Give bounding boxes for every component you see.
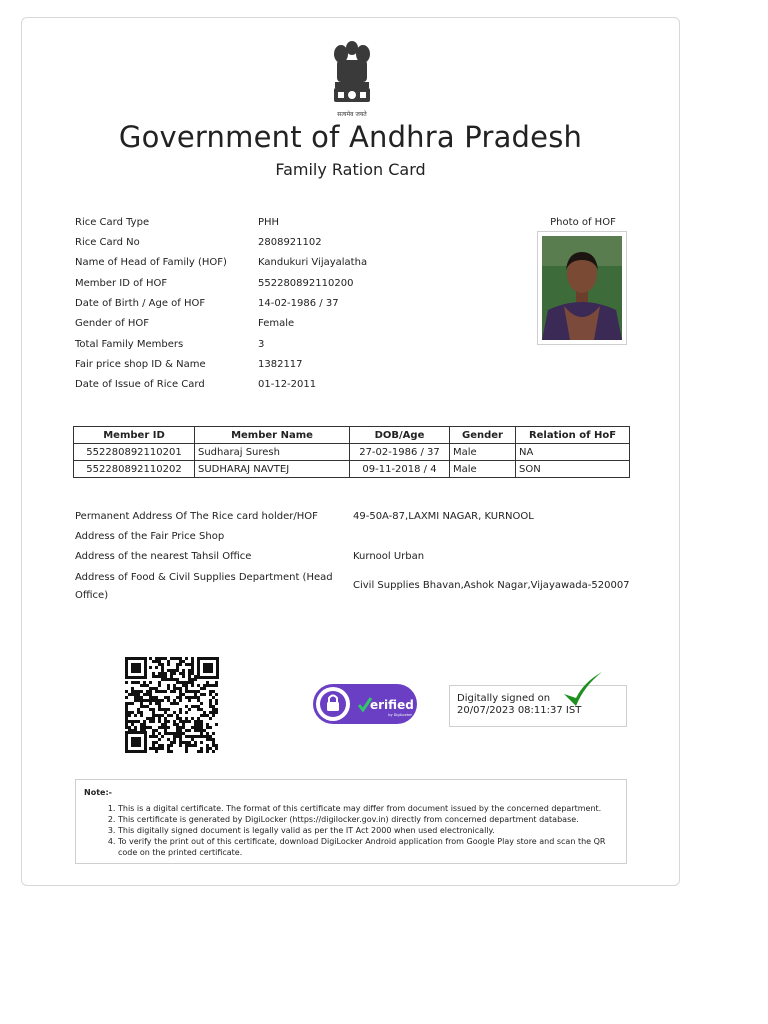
verified-text: erified <box>370 698 414 712</box>
detail-value: 01-12-2011 <box>258 379 317 390</box>
address-label: Address of the nearest Tahsil Office <box>75 551 252 562</box>
cell-dob-age: 27-02-1986 / 37 <box>350 444 450 461</box>
national-emblem-icon <box>328 38 376 120</box>
members-table <box>73 426 630 478</box>
detail-label: Date of Issue of Rice Card <box>75 379 205 390</box>
note-list <box>84 803 618 858</box>
detail-value: Female <box>258 318 295 329</box>
cell-gender: Male <box>450 444 516 461</box>
detail-value: 552280892110200 <box>258 278 354 289</box>
detail-value: 3 <box>258 339 265 350</box>
note-item: 3. This digitally signed document is legally valid as per the IT Act 2000 when used electronically. <box>118 825 618 836</box>
address-label: Address of the Fair Price Shop <box>75 531 225 542</box>
cell-member-id: 552280892110201 <box>74 444 195 461</box>
detail-label: Rice Card Type <box>75 217 150 228</box>
table-header-row <box>74 427 630 444</box>
note-item: 2. This certificate is generated by DigiLocker (https://digilocker.gov.in) directly from concerned department database. <box>118 814 618 825</box>
detail-label: Name of Head of Family (HOF) <box>75 257 227 268</box>
detail-value: 2808921102 <box>258 237 322 248</box>
note-item: 4. To verify the print out of this certificate, download DigiLocker Android application from Google Play store and scan the QR code on the printed certificate. <box>118 836 618 858</box>
col-header-relation: Relation of HoF <box>516 427 630 444</box>
note-item: 1. This is a digital certificate. The format of this certificate may differ from document issued by the concerned department. <box>118 803 618 814</box>
col-header-dob-age: DOB/Age <box>350 427 450 444</box>
signature-valid-check-icon <box>562 670 604 710</box>
cell-member-name: Sudharaj Suresh <box>195 444 350 461</box>
detail-value: 14-02-1986 / 37 <box>258 298 339 309</box>
page-title: Government of Andhra Pradesh <box>118 120 583 154</box>
signature-line-1: Digitally signed on <box>457 693 551 704</box>
col-header-member-name: Member Name <box>195 427 350 444</box>
detail-value: 1382117 <box>258 359 303 370</box>
cell-relation: NA <box>516 444 630 461</box>
detail-label: Fair price shop ID & Name <box>75 359 206 370</box>
emblem-motto: सत्यमेव जयते <box>337 111 367 118</box>
detail-label: Member ID of HOF <box>75 278 168 289</box>
address-value: 49-50A-87,LAXMI NAGAR, KURNOOL <box>353 511 534 522</box>
detail-value: PHH <box>258 217 280 228</box>
table-row <box>74 444 630 461</box>
detail-value: Kandukuri Vijayalatha <box>258 257 368 268</box>
col-header-member-id: Member ID <box>74 427 195 444</box>
hof-photo <box>542 236 622 340</box>
signature-timestamp: 20/07/2023 08:11:37 IST <box>457 705 582 716</box>
cell-relation: SON <box>516 461 630 478</box>
cell-dob-age: 09-11-2018 / 4 <box>350 461 450 478</box>
qr-code[interactable] <box>125 657 219 753</box>
col-header-gender: Gender <box>450 427 516 444</box>
detail-label: Total Family Members <box>75 339 184 350</box>
cell-member-name: SUDHARAJ NAVTEJ <box>195 461 350 478</box>
cell-gender: Male <box>450 461 516 478</box>
verified-subtext: by DigiLocker <box>388 713 412 717</box>
address-label: Permanent Address Of The Rice card holder/HOF <box>75 511 318 522</box>
photo-label: Photo of HOF <box>550 217 616 228</box>
hof-photo-frame <box>537 231 627 345</box>
note-title: Note:- <box>84 788 112 797</box>
detail-label: Rice Card No <box>75 237 140 248</box>
table-row <box>74 461 630 478</box>
address-label: Address of Food & Civil Supplies Department (Head Office) <box>75 572 333 601</box>
digilocker-verified-badge <box>313 683 417 725</box>
cell-member-id: 552280892110202 <box>74 461 195 478</box>
page-subtitle: Family Ration Card <box>275 160 426 179</box>
address-value: Civil Supplies Bhavan,Ashok Nagar,Vijayawada-520007 <box>353 580 630 591</box>
detail-label: Gender of HOF <box>75 318 149 329</box>
detail-label: Date of Birth / Age of HOF <box>75 298 206 309</box>
note-box <box>75 779 627 864</box>
address-value: Kurnool Urban <box>353 551 425 562</box>
